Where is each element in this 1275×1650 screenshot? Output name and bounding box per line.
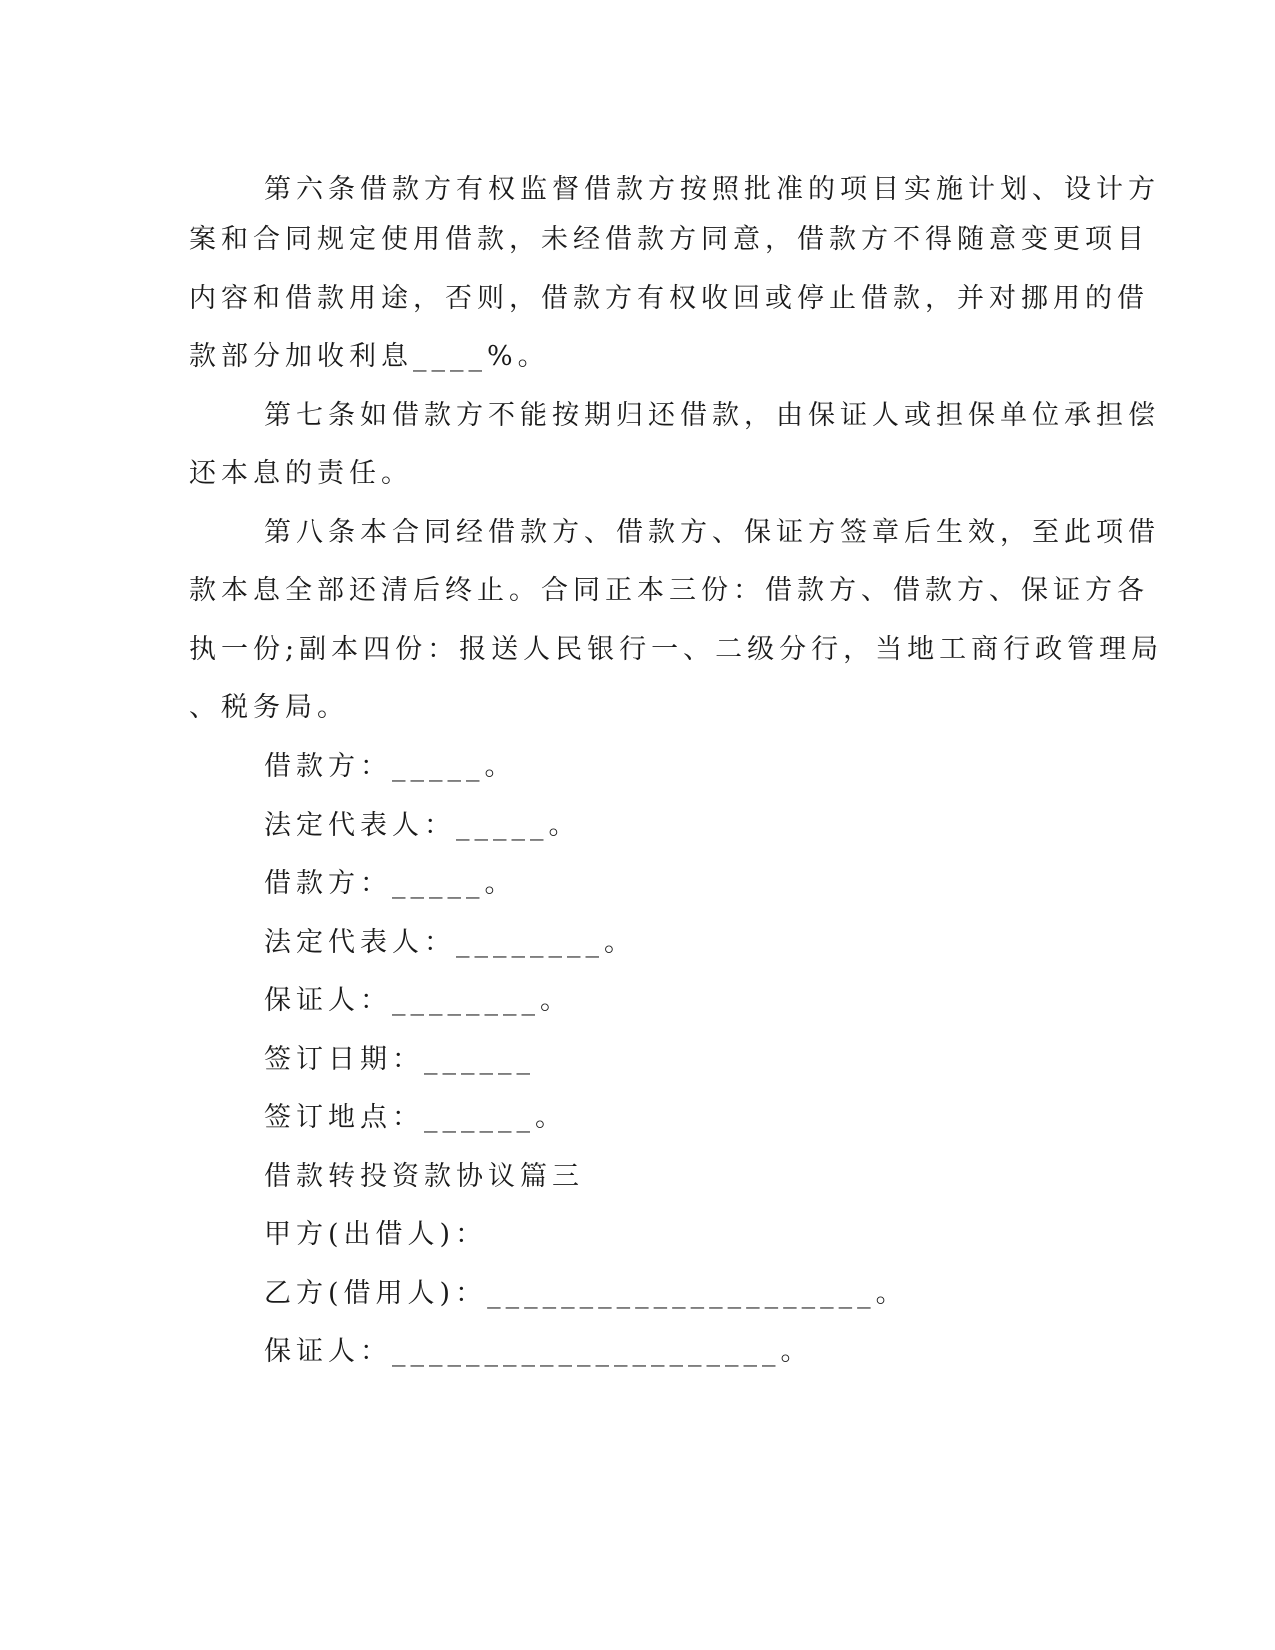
- article-6-line-1: 第六条借款方有权监督借款方按照批准的项目实施计划、设计方: [264, 174, 1160, 205]
- article-6-line-2: 案和合同规定使用借款，未经借款方同意，借款方不得随意变更项目: [189, 224, 1149, 255]
- article-8-line-2: 款本息全部还清后终止。合同正本三份：借款方、借款方、保证方各: [189, 575, 1149, 606]
- article-6-line-4: 款部分加收利息____%。: [189, 341, 550, 372]
- guarantor-field: 保证人：________。: [264, 985, 572, 1016]
- article-7-line-2: 还本息的责任。: [189, 458, 413, 489]
- borrower-signature-field-2: 借款方：_____。: [264, 868, 517, 899]
- article-8-line-3: 执一份;副本四份：报送人民银行一、二级分行，当地工商行政管理局: [189, 634, 1164, 665]
- party-b-field: 乙方(借用人)：_____________________。: [264, 1278, 908, 1309]
- article-8-line-1: 第八条本合同经借款方、借款方、保证方签章后生效，至此项借: [264, 517, 1160, 548]
- signing-date-field: 签订日期：______: [264, 1044, 535, 1075]
- legal-representative-field: 法定代表人：_____。: [264, 810, 581, 841]
- legal-representative-field-2: 法定代表人：________。: [264, 927, 636, 958]
- article-8-line-4: 、税务局。: [189, 692, 349, 723]
- article-6-line-3: 内容和借款用途，否则，借款方有权收回或停止借款，并对挪用的借: [189, 283, 1149, 314]
- section-heading: 借款转投资款协议篇三: [264, 1161, 584, 1192]
- party-a-field: 甲方(出借人)：: [264, 1219, 488, 1250]
- guarantor-field-2: 保证人：_____________________。: [264, 1336, 813, 1367]
- article-7-line-1: 第七条如借款方不能按期归还借款，由保证人或担保单位承担偿: [264, 400, 1160, 431]
- borrower-signature-field: 借款方：_____。: [264, 751, 517, 782]
- signing-place-field: 签订地点：______。: [264, 1102, 567, 1133]
